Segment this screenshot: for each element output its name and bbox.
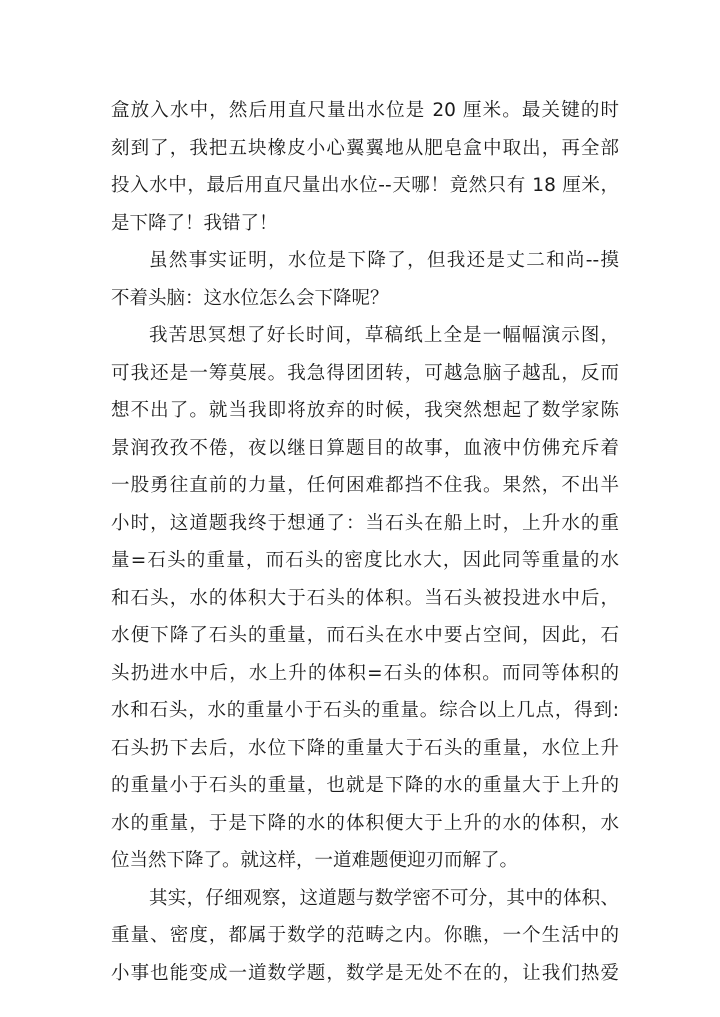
text-line: 重量、密度，都属于数学的范畴之内。你瞧，一个生活中的 bbox=[111, 925, 619, 946]
text-line: 盒放入水中，然后用直尺量出水位是 20 厘米。最关键的时 bbox=[111, 100, 619, 121]
text-line: 水的重量，于是下降的水的体积便大于上升的水的体积，水 bbox=[111, 812, 619, 834]
text-line: 小事也能变成一道数学题，数学是无处不在的，让我们热爱 bbox=[111, 962, 619, 984]
text-line: 小时，这道题我终于想通了：当石头在船上时，上升水的重 bbox=[111, 512, 619, 534]
text-line: 水和石头，水的重量小于石头的重量。综合以上几点，得到: bbox=[111, 700, 619, 721]
text-line: 一股勇往直前的力量，任何困难都挡不住我。果然，不出半 bbox=[111, 475, 619, 496]
text-line: 不着头脑：这水位怎么会下降呢？ bbox=[111, 287, 389, 309]
text-line: 和石头，水的体积大于石头的体积。当石头被投进水中后， bbox=[111, 587, 619, 609]
text-line: 虽然事实证明，水位是下降了，但我还是丈二和尚--摸 bbox=[149, 250, 619, 271]
text-line: 投入水中，最后用直尺量出水位--天哪！竟然只有 18 厘米， bbox=[111, 175, 619, 196]
text-line: 可我还是一筹莫展。我急得团团转，可越急脑子越乱，反而 bbox=[111, 362, 619, 384]
text-line: 想不出了。就当我即将放弃的时候，我突然想起了数学家陈 bbox=[111, 400, 619, 421]
text-line: 其实，仔细观察，这道题与数学密不可分，其中的体积、 bbox=[149, 887, 619, 909]
text-line: 是下降了！我错了！ bbox=[111, 212, 278, 234]
text-line: 量=石头的重量，而石头的密度比水大，因此同等重量的水 bbox=[111, 550, 619, 571]
text-line: 刻到了，我把五块橡皮小心翼翼地从肥皂盒中取出，再全部 bbox=[111, 137, 619, 159]
text-line: 头扔进水中后，水上升的体积=石头的体积。而同等体积的 bbox=[111, 662, 619, 684]
text-line: 位当然下降了。就这样，一道难题便迎刃而解了。 bbox=[111, 850, 519, 871]
text-line: 水便下降了石头的重量，而石头在水中要占空间，因此，石 bbox=[111, 625, 619, 646]
text-line: 石头扔下去后，水位下降的重量大于石头的重量，水位上升 bbox=[111, 737, 619, 759]
text-line: 的重量小于石头的重量，也就是下降的水的重量大于上升的 bbox=[111, 775, 619, 796]
text-line: 我苦思冥想了好长时间，草稿纸上全是一幅幅演示图， bbox=[149, 325, 619, 346]
text-line: 景润孜孜不倦，夜以继日算题目的故事，血液中仿佛充斥着 bbox=[111, 437, 619, 459]
